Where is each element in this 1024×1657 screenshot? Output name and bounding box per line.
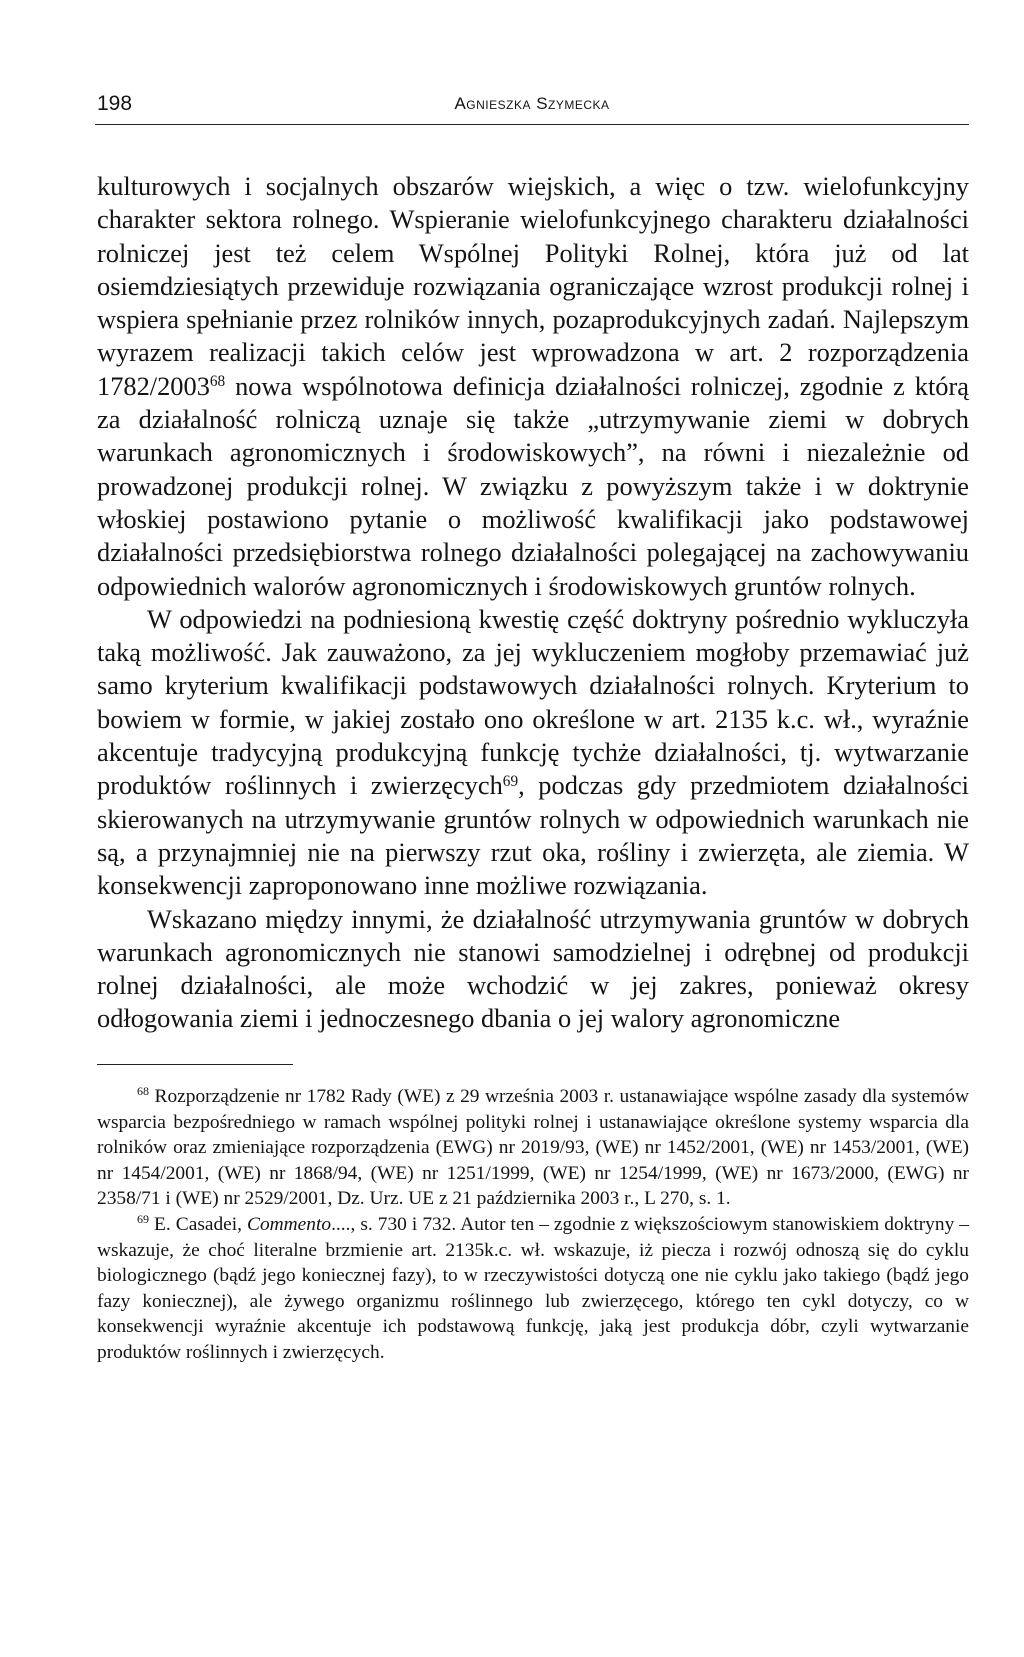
body-paragraph xyxy=(97,903,969,1036)
page-header xyxy=(95,90,969,125)
text-run: kulturowych i socjalnych obszarów wiejskich, a więc o tzw. wielofunkcyjny charakter sektora rolnego. Wspieranie wielofunkcyjnego charakteru działalności rolniczej jest też celem Wspólnej Polityki Rolnej, która już od lat osiemdziesiątych przewiduje rozwiązania ograniczające wzrost produkcji rolnej i wspiera spełnianie przez rolników innych, pozaprodukcyjnych zadań. Najlepszym wyrazem realizacji takich celów jest wprowadzona w art. 2 rozporządzenia 1782/2003 xyxy=(97,171,969,401)
text-run: Wskazano między innymi, że działalność utrzymywania gruntów w dobrych warunkach agronomicznych nie stanowi samodzielnej i odrębnej od produkcji rolnej działalności, ale może wchodzić w jej zakres, ponieważ okresy odłogowania ziemi i jednoczesnego dbania o jej walory agronomiczne xyxy=(97,903,969,1034)
footnote-number: 68 xyxy=(137,1084,150,1099)
cited-title: Commento xyxy=(247,1213,332,1235)
footnote-ref: 68 xyxy=(209,373,226,391)
footnote-separator xyxy=(97,1064,293,1065)
body-paragraph xyxy=(97,170,969,603)
page-number: 198 xyxy=(97,92,133,115)
footnote xyxy=(97,1212,969,1366)
text-run: , podczas gdy przedmiotem działalności skierowanych na utrzymywanie gruntów rolnych w odpowiednich warunkach nie są, a przynajmniej nie na pierwszy rzut oka, rośliny i zwierzęta, ale ziemia. W konsekwencji zaproponowano inne możliwe rozwiązania. xyxy=(97,770,969,901)
footnote-number: 69 xyxy=(137,1212,150,1227)
body-paragraph xyxy=(97,603,969,903)
running-head: Agnieszka Szymecka xyxy=(454,94,610,113)
footnote-text: ...., s. 730 i 732. Autor ten – zgodnie z większościowym stanowiskiem doktryny – wskazuje, że choć literalne brzmienie art. 2135k.c. wł. wskazuje, iż piecza i rozwój odnoszą się do cyklu biologicznego (bądź jego koniecznej fazy), to w rzeczywistości dotyczą one nie cyklu jako takiego (bądź jego fazy koniecznej), ale żywego organizmu roślinnego lub zwierzęcego, którego ten cykl dotyczy, co w konsekwencji wyraźnie akcentuje ich podstawową funkcję, jaką jest produkcja dóbr, czyli wytwarzanie produktów roślinnych i zwierzęcych. xyxy=(97,1213,969,1363)
footnote-text: E. Casadei, xyxy=(149,1213,248,1235)
footnote xyxy=(97,1084,969,1212)
text-run: W odpowiedzi na podniesioną kwestię część doktryny pośrednio wykluczyła taką możliwość. Jak zauważono, za jej wykluczeniem mogłoby przemawiać już samo kryterium kwalifikacji podstawowych działalności rolnych. Kryterium to bowiem w formie, w jakiej zostało ono określone w art. 2135 k.c. wł., wyraźnie akcentuje tradycyjną produkcyjną funkcję tychże działalności, tj. wytwarzanie produktów roślinnych i zwierzęcych xyxy=(97,603,969,801)
footnote-text: Rozporządzenie nr 1782 Rady (WE) z 29 września 2003 r. ustanawiające wspólne zasady dla systemów wsparcia bezpośredniego w ramach wspólnej polityki rolnej i ustanawiające określone systemy wsparcia dla rolników oraz zmieniające rozporządzenia (EWG) nr 2019/93, (WE) nr 1452/2001, (WE) nr 1453/2001, (WE) nr 1454/2001, (WE) nr 1868/94, (WE) nr 1251/1999, (WE) nr 1254/1999, (WE) nr 1673/2000, (EWG) nr 2358/71 i (WE) nr 2529/2001, Dz. Urz. UE z 21 października 2003 r., L 270, s. 1. xyxy=(97,1086,969,1210)
footnotes xyxy=(97,1084,969,1366)
body-text xyxy=(97,170,969,1036)
footnote-ref: 69 xyxy=(502,772,519,790)
text-run: nowa wspólnotowa definicja działalności rolniczej, zgodnie z którą za działalność rolniczą uznaje się także „utrzymywanie ziemi w dobrych warunkach agronomicznych i środowiskowych”, na równi i niezależnie od prowadzonej produkcji rolnej. W związku z powyższym także i w doktrynie włoskiej postawiono pytanie o możliwość kwalifikacji jako podstawowej działalności przedsiębiorstwa rolnego działalności polegającej na zachowywaniu odpowiednich walorów agronomicznych i środowiskowych gruntów rolnych. xyxy=(97,370,969,601)
